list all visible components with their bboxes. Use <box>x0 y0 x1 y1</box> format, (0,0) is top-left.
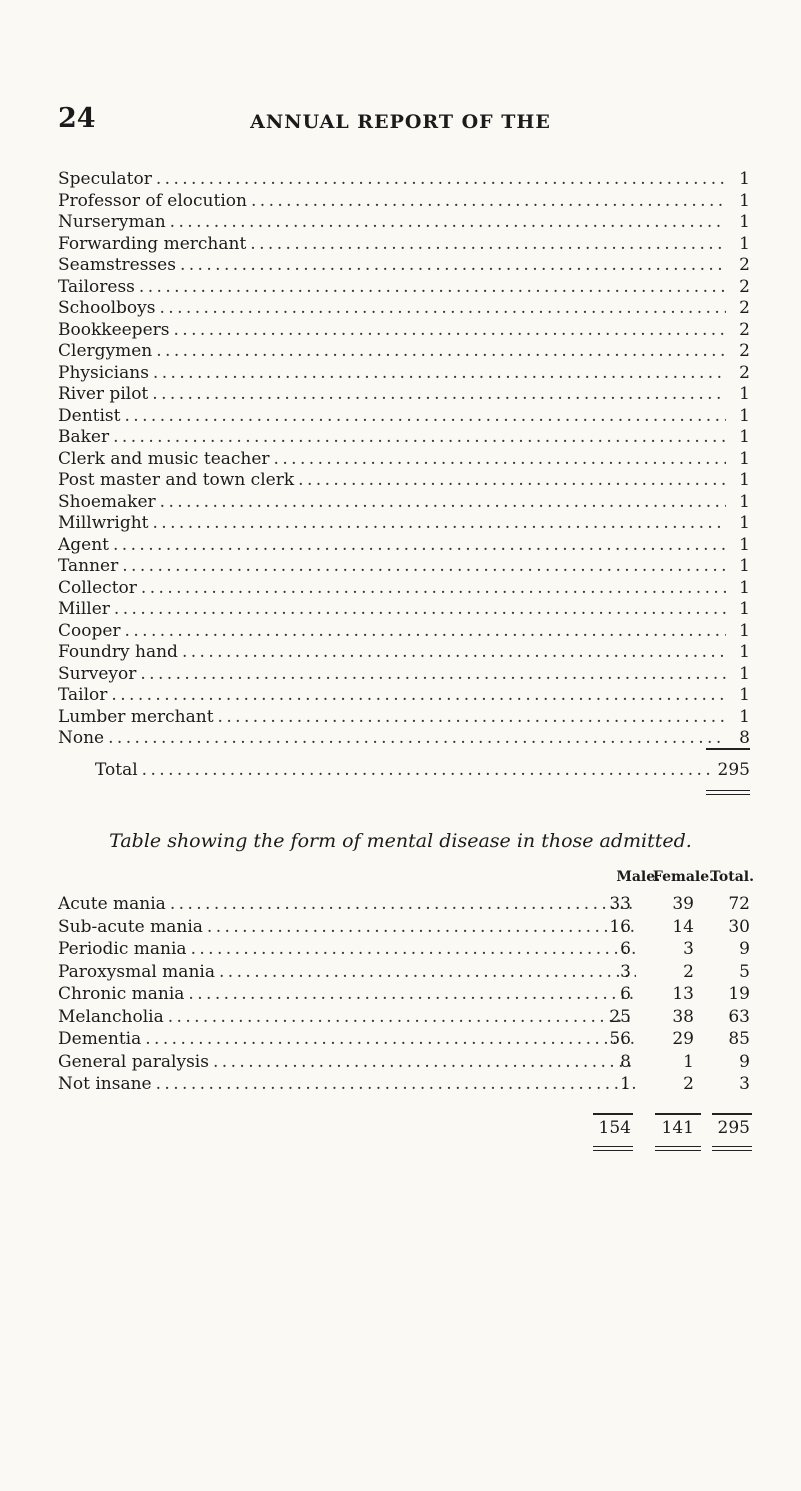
occupation-count: 2 <box>739 276 750 297</box>
occupation-count: 1 <box>739 663 750 684</box>
total-count: 72 <box>728 894 750 914</box>
occupation-row <box>58 212 750 234</box>
occupation-row <box>58 234 750 256</box>
occupation-row <box>58 664 750 686</box>
occupation-row <box>58 599 750 621</box>
dot-leader <box>159 298 726 320</box>
total-female: 141 <box>661 1118 694 1138</box>
occupation-count: 2 <box>739 319 750 340</box>
female-count: 3 <box>683 939 694 959</box>
occupation-row <box>58 384 750 406</box>
total-count: 9 <box>739 1051 750 1072</box>
disease-name: Acute mania <box>58 894 166 914</box>
occupation-name: Agent <box>58 534 109 555</box>
occupation-row <box>58 642 750 664</box>
occupation-count: 1 <box>739 233 750 254</box>
dot-leader <box>191 938 636 961</box>
dot-leader <box>213 1051 636 1074</box>
dot-leader <box>156 1073 636 1096</box>
dot-leader <box>156 341 726 363</box>
male-count: 8 <box>620 1051 631 1072</box>
occupation-row <box>58 556 750 578</box>
total-count: 19 <box>728 984 750 1004</box>
running-title: ANNUAL REPORT OF THE <box>250 111 551 133</box>
occupation-row <box>58 578 750 600</box>
total-count: 63 <box>728 1006 750 1027</box>
male-count: 1 <box>620 1074 631 1094</box>
table-row <box>58 961 750 984</box>
occupation-name: Tanner <box>58 556 119 576</box>
male-count: 56 <box>609 1029 631 1049</box>
occupation-count: 1 <box>739 685 750 705</box>
occupation-count: 2 <box>739 362 750 383</box>
disease-name: Melancholia <box>58 1006 164 1027</box>
table-row <box>58 1051 750 1074</box>
occupation-name: Clergymen <box>58 341 153 361</box>
row-label-wrap <box>58 961 640 984</box>
occupation-count: 2 <box>739 341 750 361</box>
occupation-name: Collector <box>58 577 137 598</box>
page-header <box>0 103 801 143</box>
sum-rule-total <box>712 1113 752 1115</box>
female-count: 38 <box>672 1006 694 1027</box>
total-rule-double <box>706 790 750 795</box>
occupation-count: 1 <box>739 190 750 211</box>
dot-leader <box>111 685 726 707</box>
table-row <box>58 1028 750 1051</box>
occupation-row <box>58 191 750 213</box>
disease-name: General paralysis <box>58 1051 209 1072</box>
dot-leader <box>170 893 636 916</box>
dot-leader <box>188 983 636 1006</box>
occupation-name: Cooper <box>58 620 121 641</box>
total-rule-top <box>706 748 750 750</box>
occupation-count: 1 <box>739 448 750 469</box>
header-total: Total. <box>710 869 754 885</box>
row-label-wrap <box>58 1051 640 1074</box>
mental-disease-table <box>58 893 750 1096</box>
occupation-count: 1 <box>739 470 750 490</box>
final-rule-female <box>655 1146 701 1151</box>
row-label-wrap <box>58 938 640 961</box>
page-number: 24 <box>58 103 96 134</box>
occupation-list <box>58 169 750 750</box>
occupation-name: Lumber merchant <box>58 706 214 727</box>
occupation-row <box>58 341 750 363</box>
dot-leader <box>124 406 726 428</box>
occupation-count: 8 <box>739 728 750 748</box>
occupation-count: 1 <box>739 427 750 447</box>
sum-rule-male <box>593 1113 633 1115</box>
row-label-wrap <box>58 1006 640 1029</box>
occupation-row <box>58 298 750 320</box>
row-label-wrap <box>58 983 640 1006</box>
disease-name: Not insane <box>58 1074 152 1094</box>
occupation-name: Dentist <box>58 405 121 426</box>
total-male: 154 <box>598 1118 631 1138</box>
total-label: Total <box>95 760 138 780</box>
dot-leader <box>153 513 727 535</box>
occupation-count: 1 <box>739 405 750 426</box>
occupation-name: Millwright <box>58 513 149 533</box>
occupation-name: Schoolboys <box>58 298 156 318</box>
occupation-count: 1 <box>739 706 750 727</box>
dot-leader <box>113 535 726 557</box>
occupation-row <box>58 320 750 342</box>
occupation-name: Bookkeepers <box>58 319 170 340</box>
occupation-row <box>58 406 750 428</box>
occupations-total-row <box>95 760 750 780</box>
disease-name: Chronic mania <box>58 984 185 1004</box>
total-count: 85 <box>728 1029 750 1049</box>
row-label-wrap <box>58 893 640 916</box>
row-label-wrap <box>58 1028 640 1051</box>
dot-leader <box>140 664 726 686</box>
dot-leader <box>122 556 726 578</box>
occupation-name: Professor of elocution <box>58 190 247 211</box>
total-total: 295 <box>717 1118 750 1138</box>
dot-leader <box>156 169 726 191</box>
occupation-row <box>58 363 750 385</box>
occupation-name: Foundry hand <box>58 642 178 662</box>
dot-leader <box>219 961 636 984</box>
occupation-row <box>58 169 750 191</box>
occupation-count: 1 <box>739 577 750 598</box>
occupation-name: Baker <box>58 427 110 447</box>
total-count: 30 <box>728 916 750 937</box>
occupation-name: Clerk and music teacher <box>58 448 270 469</box>
occupation-row <box>58 277 750 299</box>
occupation-count: 1 <box>739 599 750 619</box>
sum-rule-female <box>655 1113 701 1115</box>
occupation-count: 1 <box>739 642 750 662</box>
female-count: 13 <box>672 984 694 1004</box>
total-count: 5 <box>739 961 750 982</box>
dot-leader <box>108 728 726 750</box>
occupation-count: 1 <box>739 513 750 533</box>
occupation-count: 1 <box>739 556 750 576</box>
table-row <box>58 1006 750 1029</box>
occupation-name: Speculator <box>58 169 152 189</box>
female-count: 14 <box>672 916 694 937</box>
dot-leader <box>153 363 726 385</box>
dot-leader <box>160 492 726 514</box>
header-female: Female. <box>652 869 714 885</box>
disease-name: Sub-acute mania <box>58 916 203 937</box>
dot-leader <box>141 578 726 600</box>
dot-leader <box>113 427 726 449</box>
occupation-name: Post master and town clerk <box>58 470 295 490</box>
table-row <box>58 983 750 1006</box>
dot-leader <box>251 191 726 213</box>
occupation-name: None <box>58 728 105 748</box>
occupation-row <box>58 621 750 643</box>
occupation-count: 1 <box>739 491 750 512</box>
table-row <box>58 893 750 916</box>
occupation-row <box>58 492 750 514</box>
dot-leader <box>142 760 714 780</box>
male-count: 25 <box>609 1006 631 1027</box>
row-label-wrap <box>58 1073 640 1096</box>
dot-leader <box>145 1028 636 1051</box>
occupation-name: Shoemaker <box>58 491 156 512</box>
female-count: 2 <box>683 961 694 982</box>
dot-leader <box>250 234 726 256</box>
occupation-row <box>58 685 750 707</box>
occupation-name: Surveyor <box>58 663 137 684</box>
dot-leader <box>298 470 726 492</box>
final-rule-total <box>712 1146 752 1151</box>
occupation-name: Seamstresses <box>58 255 176 275</box>
occupation-count: 2 <box>739 298 750 318</box>
occupation-row <box>58 728 750 750</box>
occupation-name: Nurseryman <box>58 212 166 232</box>
dot-leader <box>152 384 726 406</box>
male-count: 3 <box>620 961 631 982</box>
occupation-row <box>58 470 750 492</box>
occupation-count: 1 <box>739 534 750 555</box>
occupation-name: Tailor <box>58 685 108 705</box>
dot-leader <box>207 916 636 939</box>
occupation-row <box>58 255 750 277</box>
header-male: Male. <box>616 869 660 885</box>
dot-leader <box>114 599 726 621</box>
occupation-count: 2 <box>739 255 750 275</box>
total-count: 3 <box>739 1074 750 1094</box>
occupation-count: 1 <box>739 212 750 232</box>
total-count: 9 <box>739 939 750 959</box>
occupation-count: 1 <box>739 169 750 189</box>
occupation-row <box>58 535 750 557</box>
occupation-row <box>58 427 750 449</box>
dot-leader <box>218 707 726 729</box>
table-caption: Table showing the form of mental disease in those admitted. <box>109 830 692 852</box>
occupation-count: 1 <box>739 620 750 641</box>
occupation-count: 1 <box>739 384 750 404</box>
table-row <box>58 1073 750 1096</box>
dot-leader <box>170 212 726 234</box>
dot-leader <box>173 320 726 342</box>
female-count: 1 <box>683 1051 694 1072</box>
table-row <box>58 916 750 939</box>
occupation-name: Forwarding merchant <box>58 233 247 254</box>
dot-leader <box>182 642 726 664</box>
male-count: 6 <box>620 984 631 1004</box>
dot-leader <box>125 621 726 643</box>
occupation-row <box>58 707 750 729</box>
dot-leader <box>274 449 726 471</box>
male-count: 16 <box>609 916 631 937</box>
female-count: 29 <box>672 1029 694 1049</box>
dot-leader <box>180 255 726 277</box>
row-label-wrap <box>58 916 640 939</box>
occupation-name: Physicians <box>58 362 149 383</box>
final-rule-male <box>593 1146 633 1151</box>
occupation-name: River pilot <box>58 384 149 404</box>
male-count: 33 <box>609 894 631 914</box>
disease-name: Dementia <box>58 1029 142 1049</box>
dot-leader <box>168 1006 636 1029</box>
occupation-row <box>58 449 750 471</box>
occupation-row <box>58 513 750 535</box>
total-value: 295 <box>717 760 750 780</box>
disease-name: Periodic mania <box>58 939 187 959</box>
table-row <box>58 938 750 961</box>
female-count: 2 <box>683 1074 694 1094</box>
dot-leader <box>139 277 726 299</box>
disease-name: Paroxysmal mania <box>58 961 215 982</box>
occupation-name: Miller <box>58 599 110 619</box>
occupation-name: Tailoress <box>58 276 135 297</box>
male-count: 6 <box>620 939 631 959</box>
female-count: 39 <box>672 894 694 914</box>
